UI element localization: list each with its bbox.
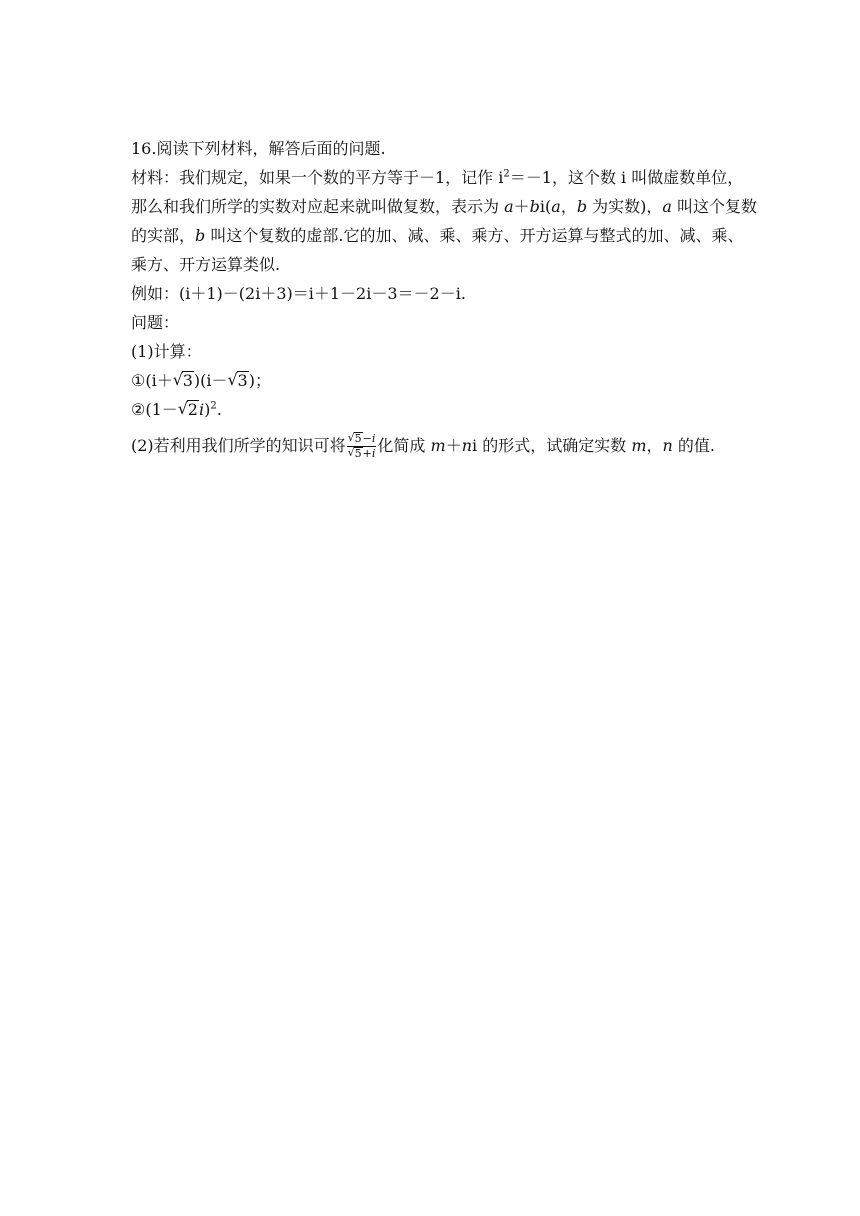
part1-item1: ①(i＋ √ 3)(i－ √ 3)； [131, 366, 741, 395]
problem-title: 16.阅读下列材料，解答后面的问题. [131, 139, 386, 158]
part2-line: (2)若利用我们所学的知识可将 √ 5−i √ 5+i 化简成 m＋ni 的形式，试确定实数 m，n 的值. [131, 431, 715, 460]
sqrt-symbol: √ 2 [177, 399, 198, 419]
material-line-1: 材料：我们规定，如果一个数的平方等于－1，记作 $i^2=-1$，这个数 i 叫做虚数单位， [131, 168, 744, 187]
material-line-3: 的实部，b 叫这个复数的虚部.它的加、减、乘、乘方、开方运算与整式的加、减、乘、 [131, 226, 744, 245]
example-line: 例如：(i＋1)－(2i＋3)＝i＋1－2i－3＝－2－i. [131, 284, 466, 303]
question-label: 问题： [131, 313, 180, 332]
fraction [347, 432, 377, 461]
sqrt-symbol: √ 3 [227, 370, 248, 390]
material-line-2: 那么和我们所学的实数对应起来就叫做复数，表示为 a＋bi(a，b 为实数)，a 叫这个复数 [131, 197, 758, 216]
sqrt-symbol: √ 5 [347, 431, 362, 445]
material-line-4: 乘方、开方运算类似. [131, 255, 281, 274]
fraction-denominator: √ 5+i [347, 446, 376, 460]
sqrt-symbol: √ 3 [172, 370, 193, 390]
part1-label: (1)计算： [131, 342, 202, 361]
part1-item2: ②(1－ √ 2i)$^2$. [131, 395, 741, 424]
problem-16 [131, 134, 758, 468]
sqrt-symbol: √ 5 [347, 446, 362, 460]
fraction-numerator: √ 5−i [347, 431, 376, 445]
